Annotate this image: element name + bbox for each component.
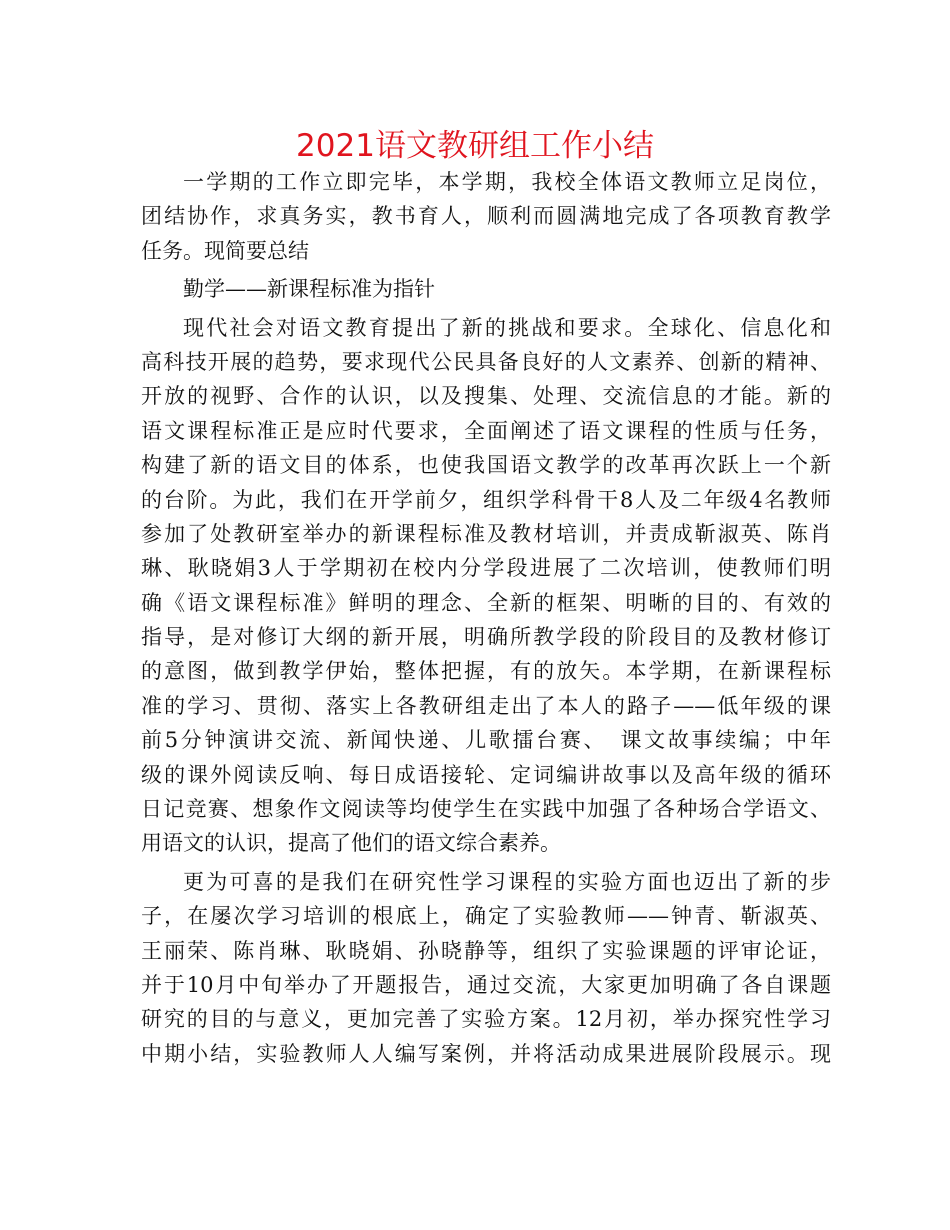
text-line: 参加了处教研室举办的新课程标准及教材培训，并责成靳淑英、陈肖 bbox=[141, 521, 831, 546]
text-line: 并于10月中旬举办了开题报告，通过交流，大家更加明确了各自课题 bbox=[141, 972, 831, 997]
text-line: 琳、耿晓娟3人于学期初在校内分学段进展了二次培训，使教师们明 bbox=[141, 556, 831, 581]
section-heading bbox=[141, 272, 831, 306]
text-line: 更为可喜的是我们在研究性学习课程的实验方面也迈出了新的步 bbox=[183, 869, 831, 894]
text-line: 日记竞赛、想象作文阅读等均使学生在实践中加强了各种场合学语文、 bbox=[141, 797, 831, 822]
paragraph-intro bbox=[141, 165, 831, 268]
paragraph-2 bbox=[141, 311, 831, 861]
text-line: 一学期的工作立即完毕，本学期，我校全体语文教师立足岗位， bbox=[183, 170, 831, 194]
text-line: 构建了新的语文目的体系，也使我国语文教学的改革再次跃上一个新 bbox=[141, 453, 831, 478]
text-line: 确《语文课程标准》鲜明的理念、全新的框架、明晰的目的、有效的 bbox=[141, 590, 831, 615]
text-line: 准的学习、贯彻、落实上各教研组走出了本人的路子——低年级的课 bbox=[141, 693, 831, 718]
text-line: 的台阶。为此，我们在开学前夕，组织学科骨干8人及二年级4名教师 bbox=[141, 487, 831, 512]
text-line: 团结协作，求真务实，教书育人，顺利而圆满地完成了各项教育教学 bbox=[141, 204, 831, 229]
text-line: 高科技开展的趋势，要求现代公民具备良好的人文素养、创新的精神、 bbox=[141, 349, 831, 374]
text-line: 的意图，做到教学伊始，整体把握，有的放矢。本学期，在新课程标 bbox=[141, 659, 831, 684]
text-line: 指导，是对修订大纲的新开展，明确所教学段的阶段目的及教材修订 bbox=[141, 625, 831, 650]
text-line: 勤学——新课程标准为指针 bbox=[183, 277, 435, 302]
text-line: 前5分钟演讲交流、新闻快递、儿歌擂台赛、 课文故事续编；中年 bbox=[141, 728, 831, 753]
text-line: 用语文的认识，提高了他们的语文综合素养。 bbox=[141, 831, 561, 856]
document-title: 2021语文教研组工作小结 bbox=[296, 128, 654, 164]
text-line: 级的课外阅读反响、每日成语接轮、定词编讲故事以及高年级的循环 bbox=[141, 762, 831, 787]
document-body bbox=[141, 165, 831, 1071]
text-line: 子，在屡次学习培训的根底上，确定了实验教师——钟青、靳淑英、 bbox=[141, 904, 831, 929]
paragraph-3 bbox=[141, 865, 831, 1071]
text-line: 王丽荣、陈肖琳、耿晓娟、孙晓静等，组织了实验课题的评审论证， bbox=[141, 938, 831, 963]
text-line: 语文课程标准正是应时代要求，全面阐述了语文课程的性质与任务， bbox=[141, 418, 831, 443]
text-line: 中期小结，实验教师人人编写案例，并将活动成果进展阶段展示。现 bbox=[141, 1041, 831, 1066]
text-line: 开放的视野、合作的认识，以及搜集、处理、交流信息的才能。新的 bbox=[141, 384, 831, 409]
text-line: 现代社会对语文教育提出了新的挑战和要求。全球化、信息化和 bbox=[183, 315, 831, 340]
text-line: 研究的目的与意义，更加完善了实验方案。12月初，举办探究性学习 bbox=[141, 1007, 831, 1032]
text-line: 任务。现简要总结 bbox=[141, 238, 309, 263]
